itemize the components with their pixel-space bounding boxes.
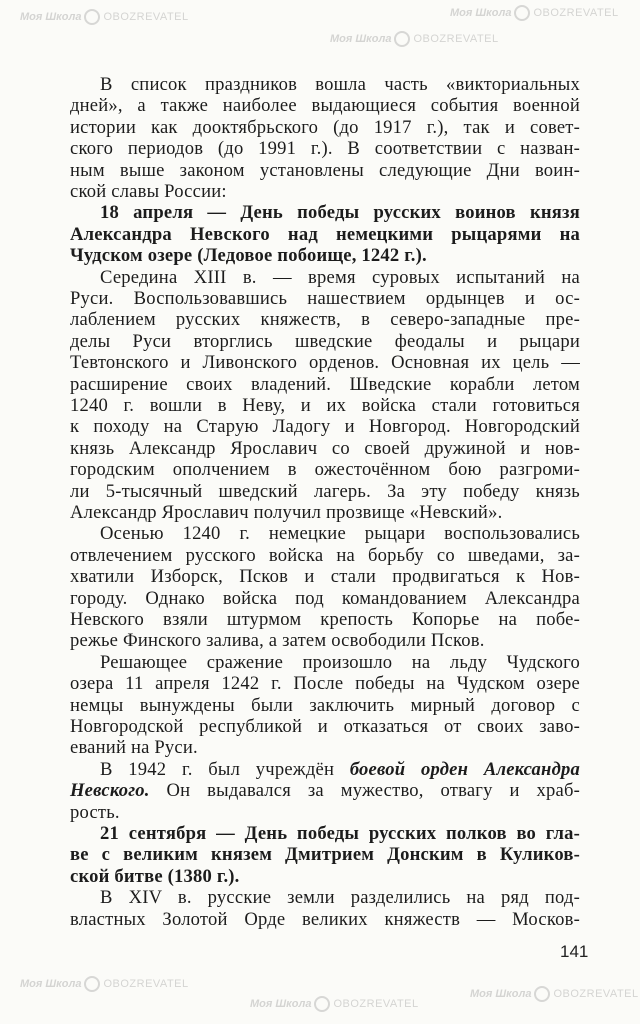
watermark-logo-icon [84, 976, 100, 992]
paragraph-line: ского периодов (до 1991 г.). В соответствии с назван- [70, 138, 580, 160]
watermark [330, 30, 499, 48]
paragraph-line: Осенью 1240 г. немецкие рыцари воспользовались [100, 523, 580, 545]
paragraph-line: Невского взяли штурмом крепость Копорье на побе- [70, 609, 580, 630]
heading-line: ской битве (1380 г.). [70, 865, 240, 887]
paragraph-line: немцы вынуждены были заключить мирный договор с [70, 694, 580, 716]
watermark-logo-icon [534, 986, 550, 1002]
heading-line: Александра Невского над немецкими рыцарями на [70, 223, 580, 245]
paragraph-line: Середина XIII в. — время суровых испытаний на [100, 266, 580, 288]
paragraph-line: режье Финского залива, а затем освободили Псков. [70, 630, 485, 652]
watermark-brand1: Моя Школа [20, 978, 82, 990]
paragraph-line: ным выше законом установлены следующие Дни воин- [70, 159, 580, 181]
emphasis-text: боевой орден Александра [349, 758, 580, 780]
paragraph-line [70, 780, 580, 801]
watermark [250, 995, 419, 1013]
paragraph-line [100, 759, 580, 780]
heading-line: ве с великим князем Дмитрием Донским в Куликов- [70, 844, 580, 866]
watermark-brand2: OBOZREVATEL [103, 978, 189, 990]
watermark-logo-icon [84, 9, 100, 25]
paragraph-line: еваний на Руси. [70, 737, 198, 759]
page-number: 141 [560, 942, 589, 961]
text-segment: Он выдавался за мужество, отвагу и храб- [149, 780, 580, 802]
paragraph-line: властных Золотой Орде великих княжеств — Москов- [70, 908, 580, 930]
paragraph-line: Руси. Воспользовавшись нашествием ордынцев и ос- [70, 288, 580, 309]
watermark-logo-icon [314, 996, 330, 1012]
paragraph-line: ли 5-тысячный шведский лагерь. За эту победу князь [70, 480, 580, 502]
watermark-brand2: OBOZREVATEL [533, 7, 619, 19]
watermark-logo-icon [514, 5, 530, 21]
watermark-logo-icon [394, 31, 410, 47]
watermark-brand1: Моя Школа [470, 988, 532, 1000]
heading-line: Чудском озере (Ледовое побоище, 1242 г.). [70, 245, 427, 267]
watermark [470, 985, 639, 1003]
paragraph-line: В список праздников вошла часть «викториальных [100, 74, 580, 95]
watermark [450, 4, 619, 22]
paragraph-line: городским ополчением в ожесточённом бою разгроми- [70, 459, 580, 481]
paragraph-line: Решающее сражение произошло на льду Чудского [100, 651, 580, 673]
watermark-brand1: Моя Школа [250, 998, 312, 1010]
paragraph-line: В XIV в. русские земли разделились на ряд под- [100, 887, 580, 909]
paragraph-line: дней», а также наиболее выдающиеся события военной [70, 95, 580, 117]
watermark-brand1: Моя Школа [450, 7, 512, 19]
emphasis-text: Невского. [70, 780, 150, 802]
watermark-brand2: OBOZREVATEL [413, 33, 499, 45]
paragraph-line: Александр Ярославич получил прозвище «Невский». [70, 502, 503, 523]
paragraph-line: рость. [70, 801, 120, 823]
paragraph-line: городу. Однако войска под командованием Александра [70, 587, 580, 609]
paragraph-line: Новгородской республикой и отказаться от своих заво- [70, 716, 580, 737]
paragraph-line: озера 11 апреля 1242 г. После победы на Чудском озере [70, 673, 580, 695]
watermark-brand1: Моя Школа [20, 11, 82, 23]
paragraph-line: князь Александр Ярославич со своей дружиной и нов- [70, 437, 580, 459]
watermark-brand1: Моя Школа [330, 33, 392, 45]
paragraph-line: хватили Изборск, Псков и стали продвигаться к Нов- [70, 566, 580, 588]
watermark-brand2: OBOZREVATEL [553, 988, 639, 1000]
paragraph-line: Тевтонского и Ливонского орденов. Основная их цель — [70, 352, 580, 374]
paragraph-line: делы Руси вторглись шведские феодалы и рыцари [70, 330, 580, 352]
heading-line: 18 апреля — День победы русских воинов князя [100, 202, 580, 224]
paragraph-line: ской славы России: [70, 181, 227, 202]
paragraph-line: 1240 г. вошли в Неву, и их войска стали готовиться [70, 395, 580, 416]
watermark [20, 8, 189, 26]
watermark-brand2: OBOZREVATEL [333, 998, 419, 1010]
paragraph-line: истории как дооктябрьского (до 1917 г.), так и совет- [70, 116, 580, 138]
paragraph-line: отвлечением русского войска на борьбу со шведами, за- [70, 544, 580, 566]
text-segment: В 1942 г. был учреждён [100, 758, 350, 780]
heading-line: 21 сентября — День победы русских полков во гла- [100, 823, 580, 844]
paragraph-line: лаблением русских княжеств, в северо-западные пре- [70, 309, 580, 331]
watermark-brand2: OBOZREVATEL [103, 11, 189, 23]
paragraph-line: расширение своих владений. Шведские корабли летом [70, 373, 580, 395]
watermark [20, 975, 189, 993]
paragraph-line: к походу на Старую Ладогу и Новгород. Новгородский [70, 416, 580, 438]
